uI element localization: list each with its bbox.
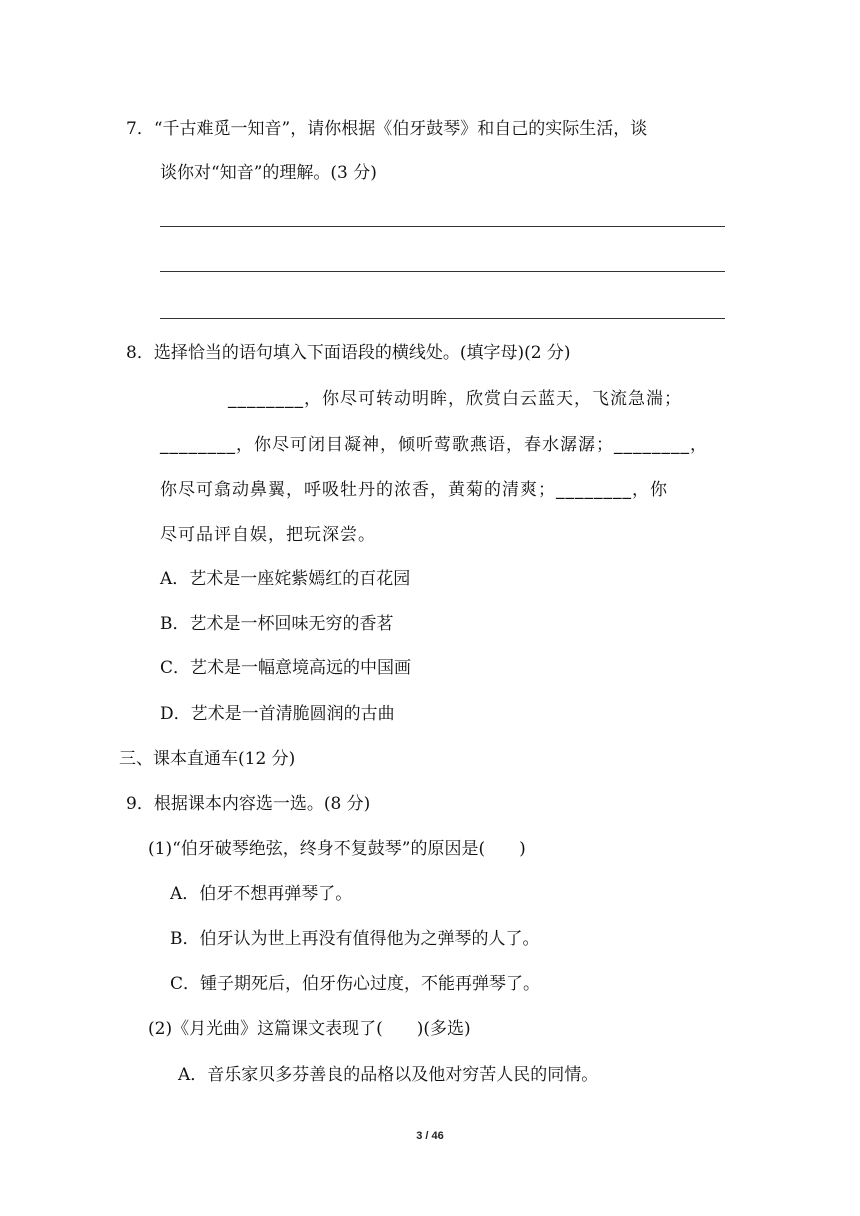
- q7-line-1: 7．“千古难觅一知音”，请你根据《伯牙鼓琴》和自己的实际生活，谈: [126, 119, 648, 139]
- q9-sub1-stem: (1)“伯牙破琴绝弦，终身不复鼓琴”的原因是( ): [148, 839, 526, 859]
- q8-option-b: B．艺术是一杯回味无穷的香茗: [160, 614, 394, 634]
- q9-sub2-stem: (2)《月光曲》这篇课文表现了( )(多选): [148, 1019, 471, 1039]
- q8-prompt: 8．选择恰当的语句填入下面语段的横线处。(填字母)(2 分): [126, 343, 571, 363]
- q9-sub2-option-a: A．音乐家贝多芬善良的品格以及他对穷苦人民的同情。: [178, 1065, 599, 1085]
- q8-passage-line-3: 你尽可翕动鼻翼，呼吸牡丹的浓香，黄菊的清爽；________，你: [160, 480, 668, 500]
- q8-option-a: A．艺术是一座姹紫嫣红的百花园: [160, 569, 411, 589]
- q9-sub1-option-a: A．伯牙不想再弹琴了。: [170, 884, 353, 904]
- answer-line[interactable]: [160, 318, 725, 319]
- q9-sub1-option-c: C．锺子期死后，伯牙伤心过度，不能再弹琴了。: [170, 974, 541, 994]
- q8-option-c: C．艺术是一幅意境高远的中国画: [160, 658, 412, 678]
- q8-passage-line-4: 尽可品评自娱，把玩深尝。: [160, 525, 376, 545]
- q8-option-d: D．艺术是一首清脆圆润的古曲: [160, 704, 395, 724]
- page-number: 3 / 46: [416, 1130, 444, 1142]
- q7-line-2: 谈你对“知音”的理解。(3 分): [160, 163, 377, 183]
- q9-sub1-option-b: B．伯牙认为世上再没有值得他为之弹琴的人了。: [170, 929, 540, 949]
- q8-passage-line-1: ________，你尽可转动明眸，欣赏白云蓝天，飞流急湍；: [228, 389, 682, 409]
- q9-prompt: 9．根据课本内容选一选。(8 分): [126, 794, 371, 814]
- answer-line[interactable]: [160, 226, 725, 227]
- q8-passage-line-2: ________，你尽可闭目凝神，倾听莺歌燕语，春水潺潺；________，: [160, 435, 708, 455]
- answer-line[interactable]: [160, 271, 725, 272]
- section-3-title: 三、课本直通车(12 分): [119, 749, 296, 769]
